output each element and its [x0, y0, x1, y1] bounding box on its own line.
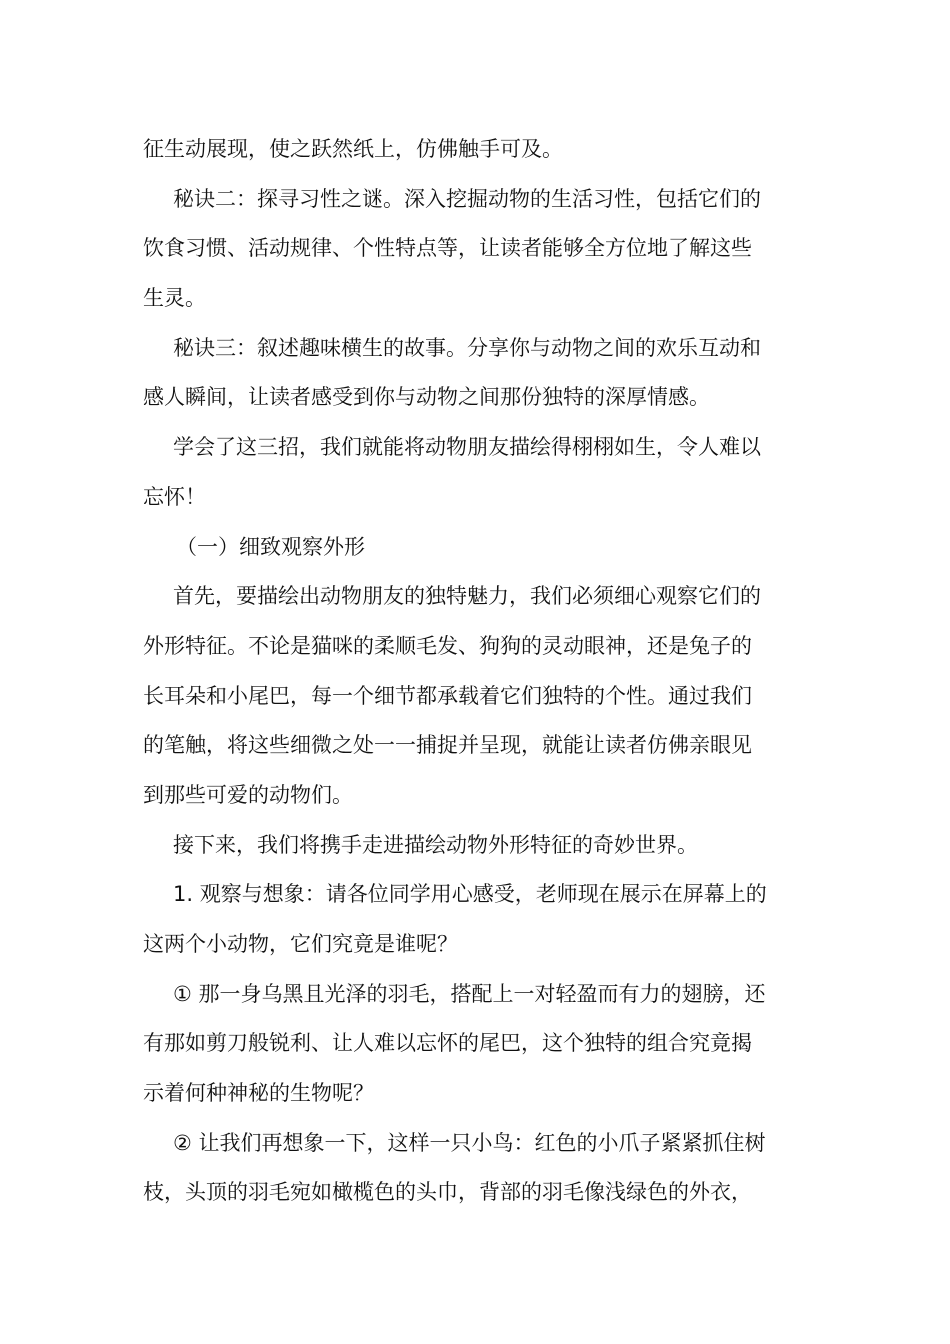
paragraph-line: 征生动展现，使之跃然纸上，仿佛触手可及。: [143, 137, 563, 161]
paragraph-line: 长耳朵和小尾巴，每一个细节都承载着它们独特的个性。通过我们: [143, 683, 752, 708]
paragraph-line: 有那如剪刀般锐利、让人难以忘怀的尾巴，这个独特的组合究竟揭: [143, 1031, 752, 1056]
paragraph-line: 学会了这三招，我们就能将动物朋友描绘得栩栩如生，令人难以: [173, 435, 761, 460]
paragraph-line: 外形特征。不论是猫咪的柔顺毛发、狗狗的灵动眼神，还是兔子的: [143, 633, 752, 658]
paragraph-line: 到那些可爱的动物们。: [143, 782, 353, 807]
paragraph-line: 秘诀三：叙述趣味横生的故事。分享你与动物之间的欢乐互动和: [173, 335, 761, 360]
paragraph-line: 饮食习惯、活动规律、个性特点等，让读者能够全方位地了解这些: [143, 236, 752, 261]
paragraph-line: 感人瞬间，让读者感受到你与动物之间那份独特的深厚情感。: [143, 385, 710, 410]
paragraph-line: 接下来，我们将携手走进描绘动物外形特征的奇妙世界。: [173, 832, 698, 857]
paragraph-line: 1. 观察与想象：请各位同学用心感受，老师现在展示在屏幕上的: [173, 882, 767, 907]
paragraph-line: 忘怀！: [143, 484, 206, 509]
paragraph-line: 秘诀二：探寻习性之谜。深入挖掘动物的生活习性，包括它们的: [173, 186, 761, 211]
section-heading: （一）细致观察外形: [176, 534, 365, 559]
paragraph-line: 这两个小动物，它们究竟是谁呢？: [143, 932, 458, 956]
paragraph-line: 首先，要描绘出动物朋友的独特魅力，我们必须细心观察它们的: [173, 584, 761, 609]
paragraph-line: 枝，头顶的羽毛宛如橄榄色的头巾，背部的羽毛像浅绿色的外衣，: [143, 1180, 752, 1205]
document-page: [143, 125, 811, 1218]
paragraph-line: ① 那一身乌黑且光泽的羽毛，搭配上一对轻盈而有力的翅膀，还: [173, 981, 766, 1006]
paragraph-line: 示着何种神秘的生物呢？: [143, 1081, 374, 1106]
paragraph-line: ② 让我们再想象一下，这样一只小鸟：红色的小爪子紧紧抓住树: [173, 1130, 766, 1155]
paragraph-line: 的笔触，将这些细微之处一一捕捉并呈现，就能让读者仿佛亲眼见: [143, 733, 752, 758]
paragraph-line: 生灵。: [143, 286, 206, 311]
